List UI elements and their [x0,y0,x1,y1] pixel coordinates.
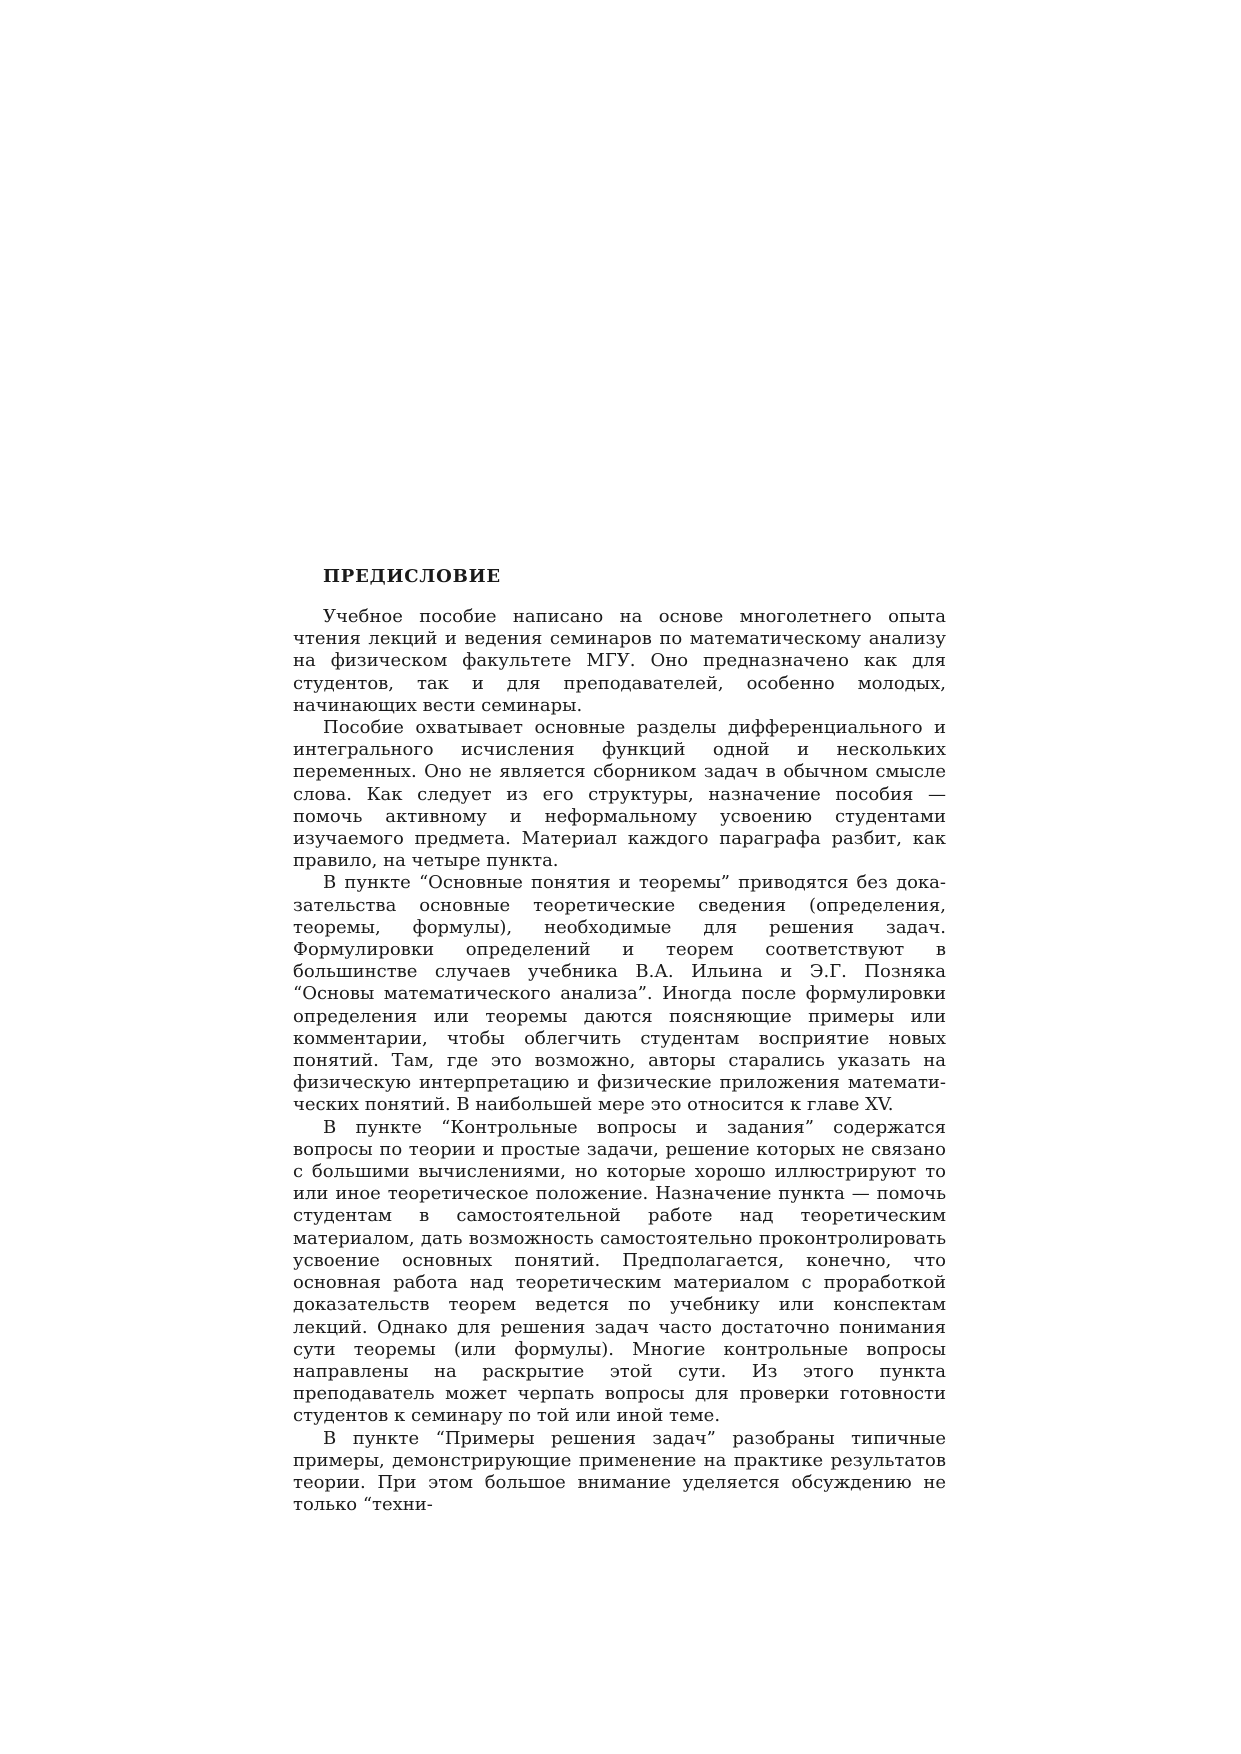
paragraph-2: Пособие охватывает основные разделы дифференциального и интегрального исчисления функций одной и нескольких переменных. Оно не является сборником задач в обычном смысле слова. Как следует из его структуры, назначение пособия — помочь активному и неформальному усвоению студентами изучаемого предмета. Материал каждого параграфа разбит, как правило, на четыре пункта. [293,717,946,872]
preface-heading: ПРЕДИСЛОВИЕ [323,566,501,587]
paragraph-3: В пункте “Основные понятия и теоремы” приводятся без доказательства основные теоретические сведения (определения, теоремы, формулы), необходимые для решения задач. Формулировки определений и теорем соответствуют в большинстве случаев учебника В.А. Ильина и Э.Г. Позняка “Основы математического анализа”. Иногда после формулировки определения или теоремы даются поясняющие примеры или комментарии, чтобы облегчить студентам восприятие новых понятий. Там, где это возможно, авторы старались указать на физическую интерпретацию и физические приложения математических понятий. В наибольшей мере это относится к главе XV. [293,872,946,1116]
preface-text-block [293,566,946,1516]
paragraph-4: В пункте “Контрольные вопросы и задания” содержатся вопросы по теории и простые задачи, решение которых не связано с большими вычислениями, но которые хорошо иллюстрируют то или иное теоретическое положение. Назначение пункта — помочь студентам в самостоятельной работе над теоретическим материалом, дать возможность самостоятельно проконтролировать усвоение основных понятий. Предполагается, конечно, что основная работа над теоретическим материалом с проработкой доказательств теорем ведется по учебнику или конспектам лекций. Однако для решения задач часто достаточно понимания сути теоремы (или формулы). Многие контрольные вопросы направлены на раскрытие этой сути. Из этого пункта преподаватель может черпать вопросы для проверки готовности студентов к семинару по той или иной теме. [293,1116,946,1427]
paragraph-5: В пункте “Примеры решения задач” разобраны типичные примеры, демонстрирующие применение на практике результатов теории. При этом большое внимание уделяется обсуждению не только “техни- [293,1427,946,1516]
paragraph-1: Учебное пособие написано на основе многолетнего опыта чтения лекций и ведения семинаров по математическому анализу на физическом факультете МГУ. Оно предназначено как для студентов, так и для преподавателей, особенно молодых, начинающих вести семинары. [293,606,946,716]
